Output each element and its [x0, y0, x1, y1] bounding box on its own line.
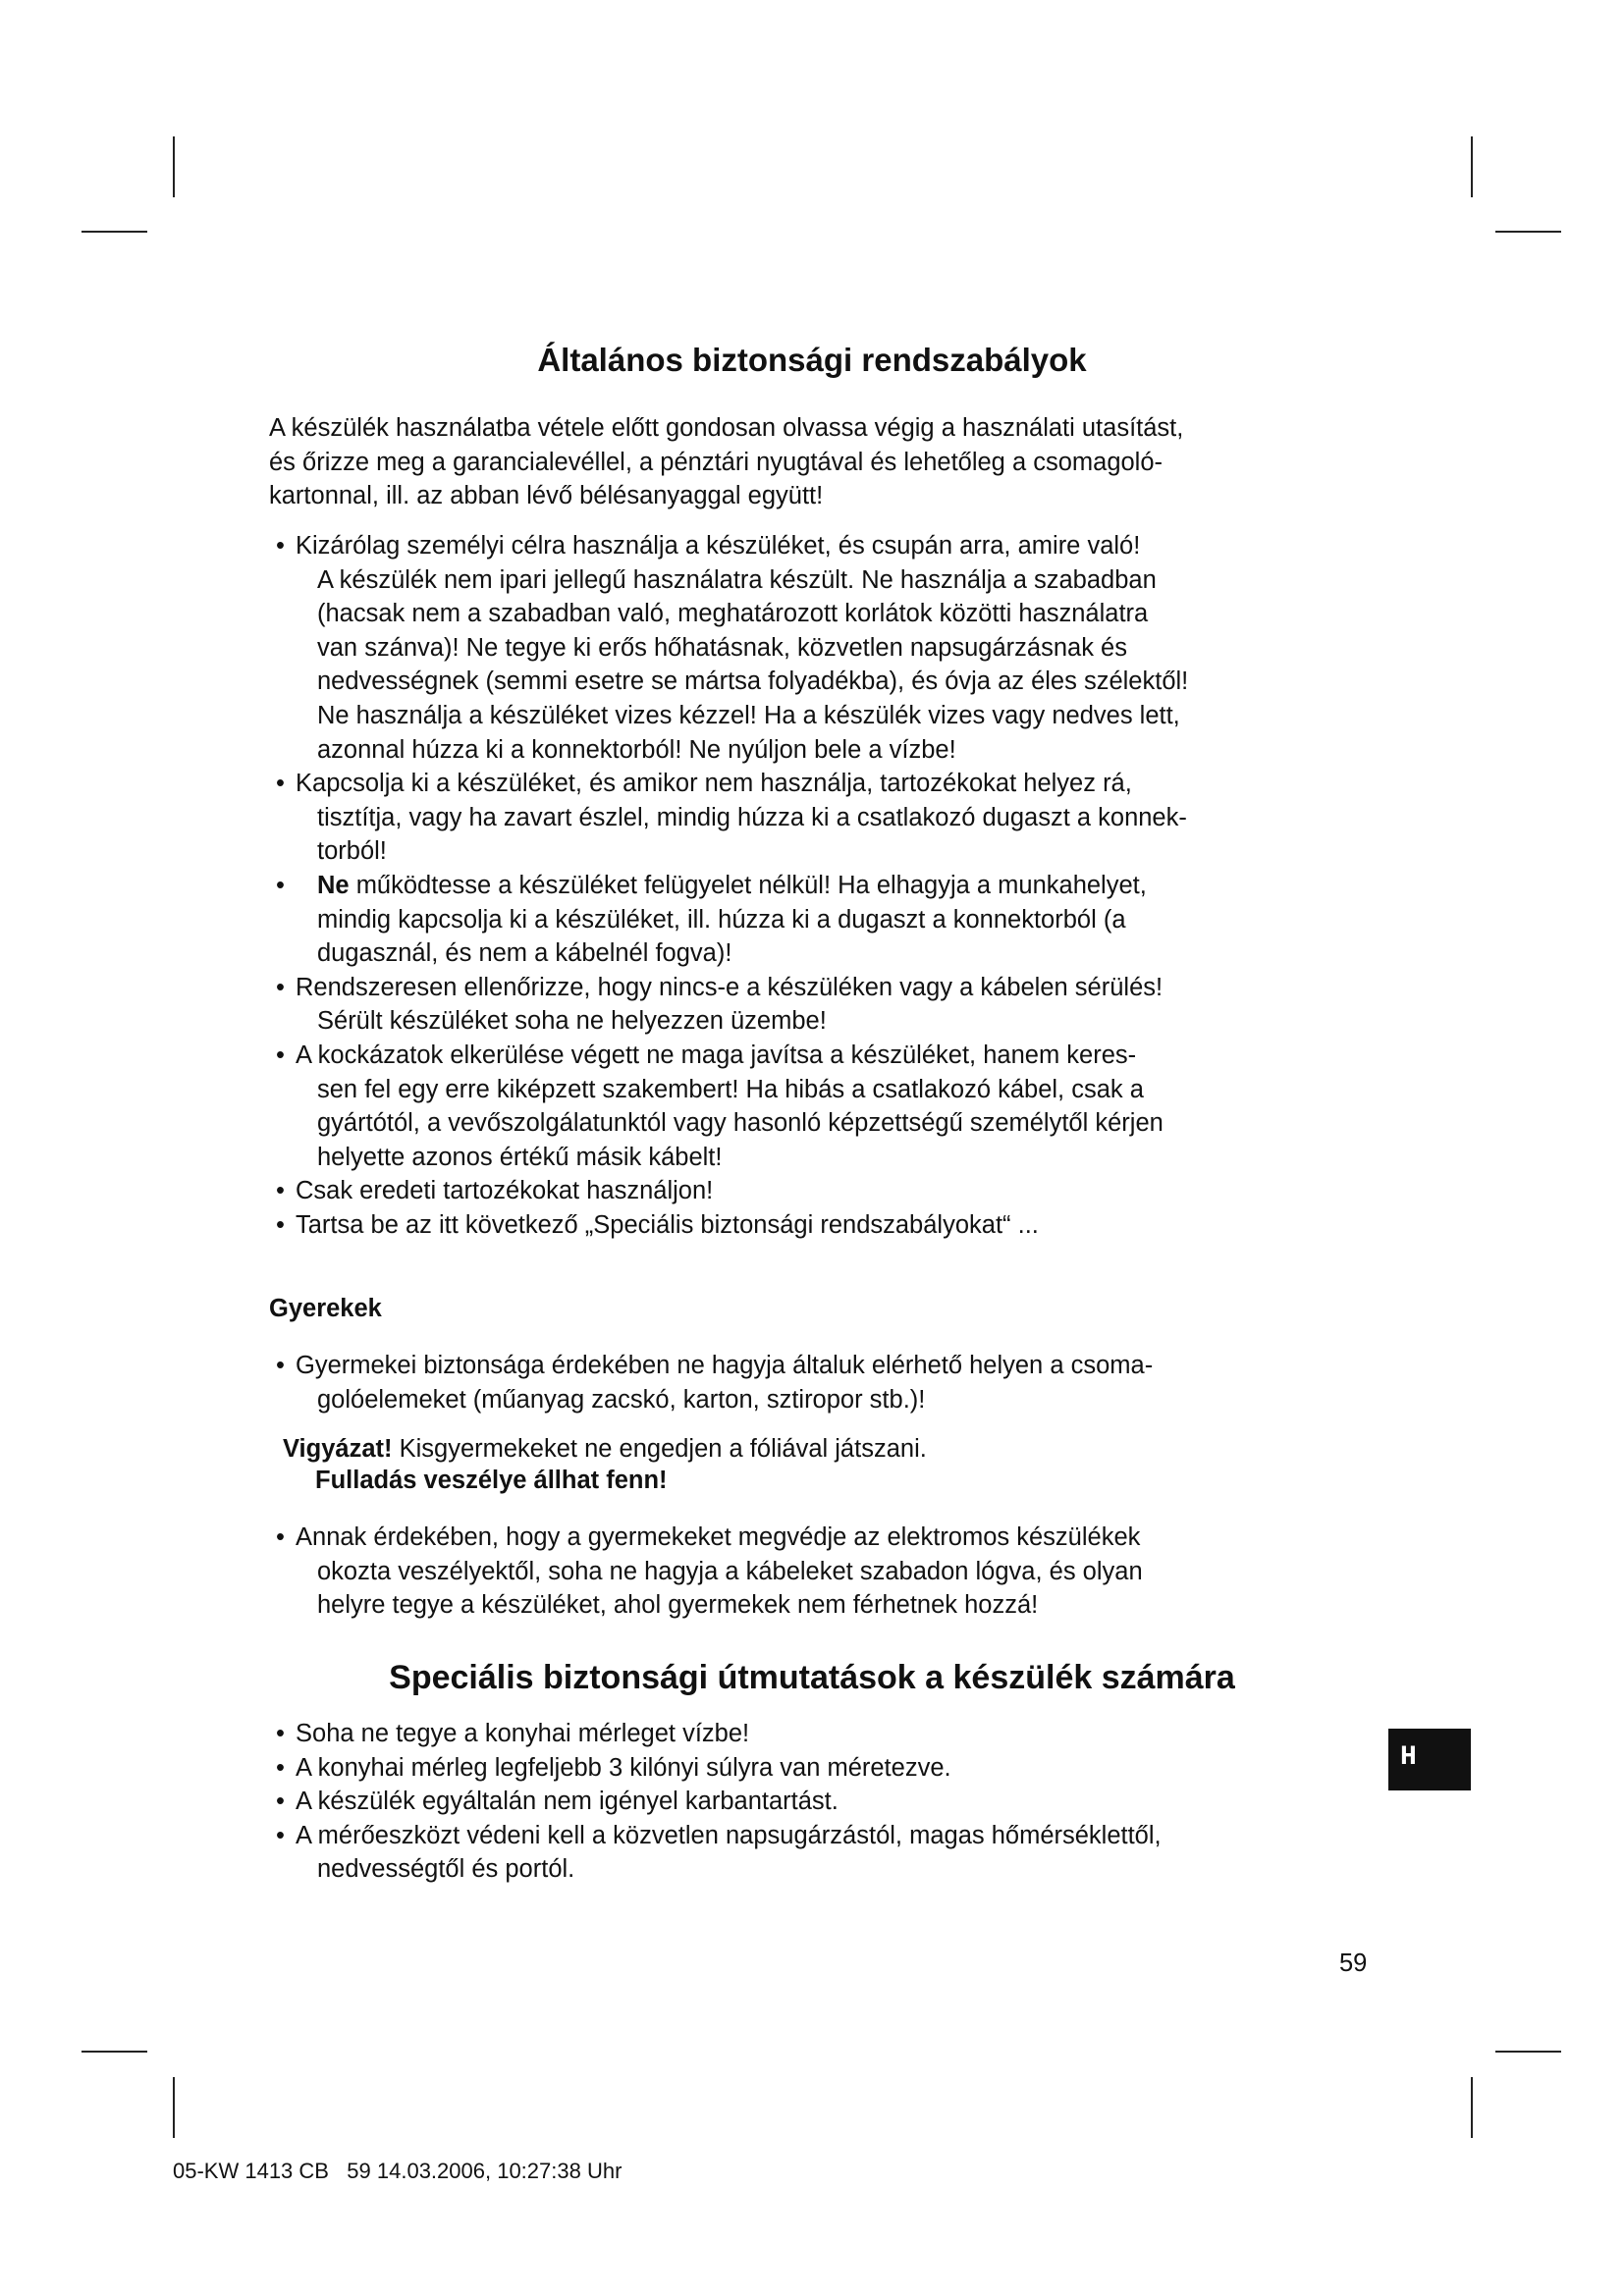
- crop-mark: [173, 2077, 175, 2138]
- text-line: kartonnal, ill. az abban lévő bélésanyaggal együtt!: [269, 482, 824, 510]
- text-line: helyre tegye a készüléket, ahol gyermekek nem férhetnek hozzá!: [317, 1591, 1039, 1620]
- text-line: A készülék használatba vétele előtt gondosan olvassa végig a használati utasítást,: [269, 414, 1184, 442]
- list-item: • A mérőeszközt védeni kell a közvetlen napsugárzástól, magas hőmérséklettől,: [269, 1819, 1162, 1853]
- text-line: nedvességtől és portól.: [317, 1855, 575, 1884]
- crop-mark: [1495, 2051, 1561, 2053]
- text-line: Sérült készüléket soha ne helyezzen üzembe!: [317, 1007, 827, 1036]
- text-line: van szánva)! Ne tegye ki erős hőhatásnak, közvetlen napsugárzásnak és: [317, 633, 1127, 662]
- list-item: • Tartsa be az itt következő „Speciális biztonsági rendszabályokat“ ...: [269, 1208, 1188, 1243]
- crop-mark: [173, 136, 175, 197]
- text-line: sen fel egy erre kiképzett szakembert! Ha hibás a csatlakozó kábel, csak a: [317, 1075, 1144, 1103]
- list-item: [269, 869, 1188, 903]
- text-line: Ne használja a készüléket vizes kézzel! Ha a készülék vizes vagy nedves lett,: [317, 701, 1180, 729]
- list-item: • A konyhai mérleg legfeljebb 3 kilónyi súlyra van méretezve.: [269, 1751, 1162, 1786]
- page-title: Általános biztonsági rendszabályok: [537, 342, 1087, 378]
- text: működtesse a készüléket felügyelet nélkül! Ha elhagyja a munkahelyet,: [349, 871, 1147, 899]
- text-line: és őrizze meg a garancialevéllel, a pénztári nyugtával és lehetőleg a csomagoló-: [269, 448, 1164, 476]
- text-line: (hacsak nem a szabadban való, meghatározott korlátok közötti használatra: [317, 600, 1149, 628]
- text-line: okozta veszélyektől, soha ne hagyja a kábeleket szabadon lógva, és olyan: [317, 1557, 1143, 1585]
- section-title-special: Speciális biztonsági útmutatások a készülék számára: [389, 1659, 1235, 1696]
- list-item: • Soha ne tegye a konyhai mérleget vízbe!: [269, 1717, 1162, 1751]
- list-item: • Gyermekei biztonsága érdekében ne hagyja általuk elérhető helyen a csoma-: [269, 1349, 1153, 1383]
- language-tab-label: H: [1400, 1742, 1417, 1773]
- warning-label: Vigyázat!: [283, 1435, 393, 1463]
- list-item: • Annak érdekében, hogy a gyermekeket megvédje az elektromos készülékek: [269, 1521, 1143, 1555]
- text-line: mindig kapcsolja ki a készüléket, ill. húzza ki a dugaszt a konnektorból (a: [317, 905, 1126, 934]
- warning-note: [283, 1433, 927, 1496]
- list-item: • A kockázatok elkerülése végett ne maga javítsa a készüléket, hanem keres-: [269, 1039, 1188, 1073]
- list-item: • A készülék egyáltalán nem igényel karbantartást.: [269, 1785, 1162, 1819]
- general-rules-list: [269, 529, 1188, 1242]
- children-list: [269, 1349, 1153, 1416]
- crop-mark: [1495, 231, 1561, 233]
- crop-mark: [1471, 2077, 1473, 2138]
- list-item: • Kapcsolja ki a készüléket, és amikor nem használja, tartozékokat helyez rá,: [269, 767, 1188, 801]
- list-item: • Kizárólag személyi célra használja a készüléket, és csupán arra, amire való!: [269, 529, 1188, 563]
- text-line: gyártótól, a vevőszolgálatunktól vagy hasonló képzettségű személytől kérjen: [317, 1109, 1164, 1138]
- crop-mark: [81, 2051, 147, 2053]
- crop-mark: [81, 231, 147, 233]
- text-line: golóelemeket (műanyag zacskó, karton, sztiropor stb.)!: [317, 1385, 926, 1414]
- section-heading-children: Gyerekek: [269, 1295, 382, 1322]
- text-line: tisztítja, vagy ha zavart észlel, mindig húzza ki a csatlakozó dugaszt a konnek-: [317, 803, 1187, 831]
- text-line: nedvességnek (semmi esetre se mártsa folyadékba), és óvja az éles szélektől!: [317, 667, 1189, 696]
- text-line: dugasznál, és nem a kábelnél fogva)!: [317, 939, 732, 968]
- page-number: 59: [1339, 1949, 1368, 1977]
- warning-emphasis: Fulladás veszélye állhat fenn!: [315, 1467, 668, 1494]
- special-list: [269, 1717, 1162, 1887]
- list-item: • Rendszeresen ellenőrizze, hogy nincs-e a készüléken vagy a kábelen sérülés!: [269, 971, 1188, 1005]
- intro-paragraph: [269, 411, 1183, 513]
- crop-mark: [1471, 136, 1473, 197]
- warning-text: Kisgyermekeket ne engedjen a fóliával játszani.: [392, 1435, 927, 1463]
- children-list-2: [269, 1521, 1143, 1623]
- text-line: torból!: [317, 837, 387, 866]
- text-line: A készülék nem ipari jellegű használatra készült. Ne használja a szabadban: [317, 565, 1157, 594]
- list-item: • Csak eredeti tartozékokat használjon!: [269, 1174, 1188, 1208]
- emphasis: Ne: [317, 871, 350, 899]
- language-tab: [1388, 1729, 1471, 1790]
- print-footer: 05-KW 1413 CB 59 14.03.2006, 10:27:38 Uhr: [173, 2159, 623, 2183]
- text-line: helyette azonos értékű másik kábelt!: [317, 1143, 723, 1171]
- text-line: azonnal húzza ki a konnektorból! Ne nyúljon bele a vízbe!: [317, 735, 956, 764]
